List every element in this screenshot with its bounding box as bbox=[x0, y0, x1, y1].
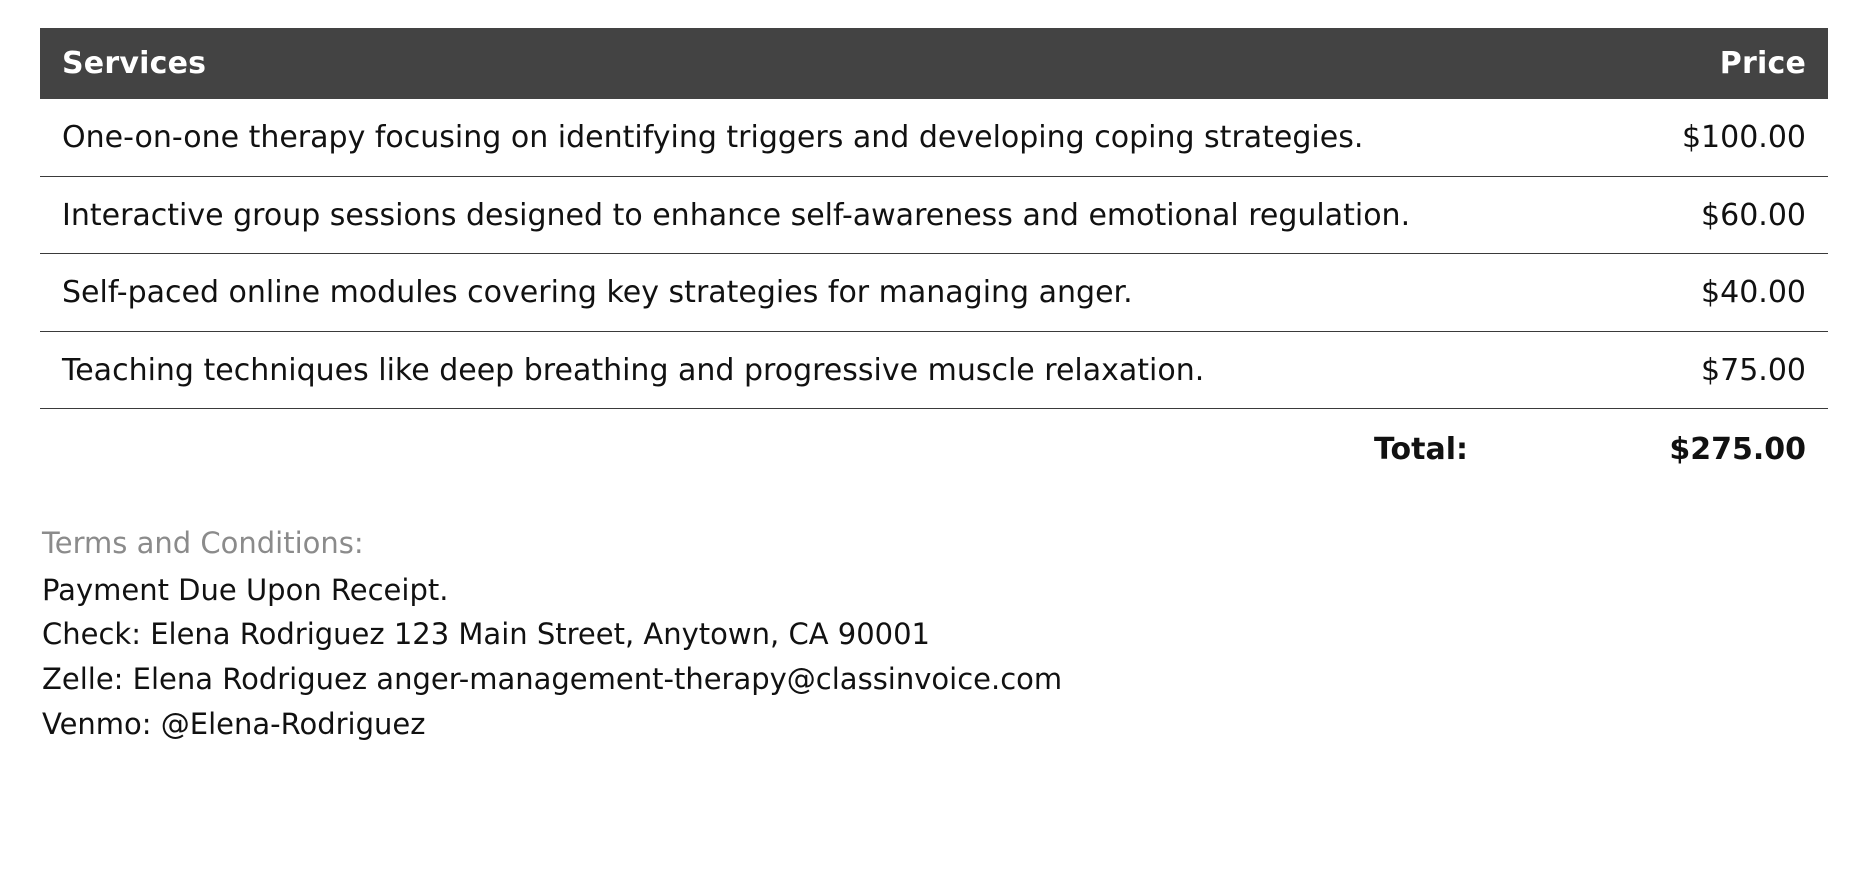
table-row bbox=[40, 254, 1828, 332]
terms-line-zelle: Zelle: Elena Rodriguez anger-management-therapy@classinvoice.com bbox=[42, 662, 1063, 697]
total-label: Total: bbox=[1374, 432, 1468, 467]
services-table-head bbox=[40, 28, 1828, 99]
total-row bbox=[40, 409, 1828, 478]
column-header-price: Price bbox=[1494, 28, 1828, 99]
terms-and-conditions bbox=[40, 526, 1828, 748]
table-row bbox=[40, 331, 1828, 409]
service-description: Teaching techniques like deep breathing and progressive muscle relaxation. bbox=[40, 331, 1494, 409]
service-price: $100.00 bbox=[1494, 99, 1828, 176]
total-amount: $275.00 bbox=[1669, 432, 1806, 467]
service-description: Self-paced online modules covering key strategies for managing anger. bbox=[40, 254, 1494, 332]
service-price: $75.00 bbox=[1494, 331, 1828, 409]
table-row bbox=[40, 99, 1828, 176]
terms-line-venmo: Venmo: @Elena-Rodriguez bbox=[42, 707, 426, 742]
service-description: Interactive group sessions designed to enhance self-awareness and emotional regulation. bbox=[40, 176, 1494, 254]
service-price: $40.00 bbox=[1494, 254, 1828, 332]
terms-line-payment: Payment Due Upon Receipt. bbox=[42, 572, 449, 607]
table-header-row bbox=[40, 28, 1828, 99]
services-table-body bbox=[40, 99, 1828, 478]
services-table bbox=[40, 28, 1828, 478]
table-row bbox=[40, 176, 1828, 254]
service-description: One-on-one therapy focusing on identifying triggers and developing coping strategies. bbox=[40, 99, 1494, 176]
column-header-services: Services bbox=[40, 28, 1494, 99]
service-price: $60.00 bbox=[1494, 176, 1828, 254]
terms-heading: Terms and Conditions: bbox=[42, 525, 364, 560]
terms-line-check: Check: Elena Rodriguez 123 Main Street, Anytown, CA 90001 bbox=[42, 617, 930, 652]
